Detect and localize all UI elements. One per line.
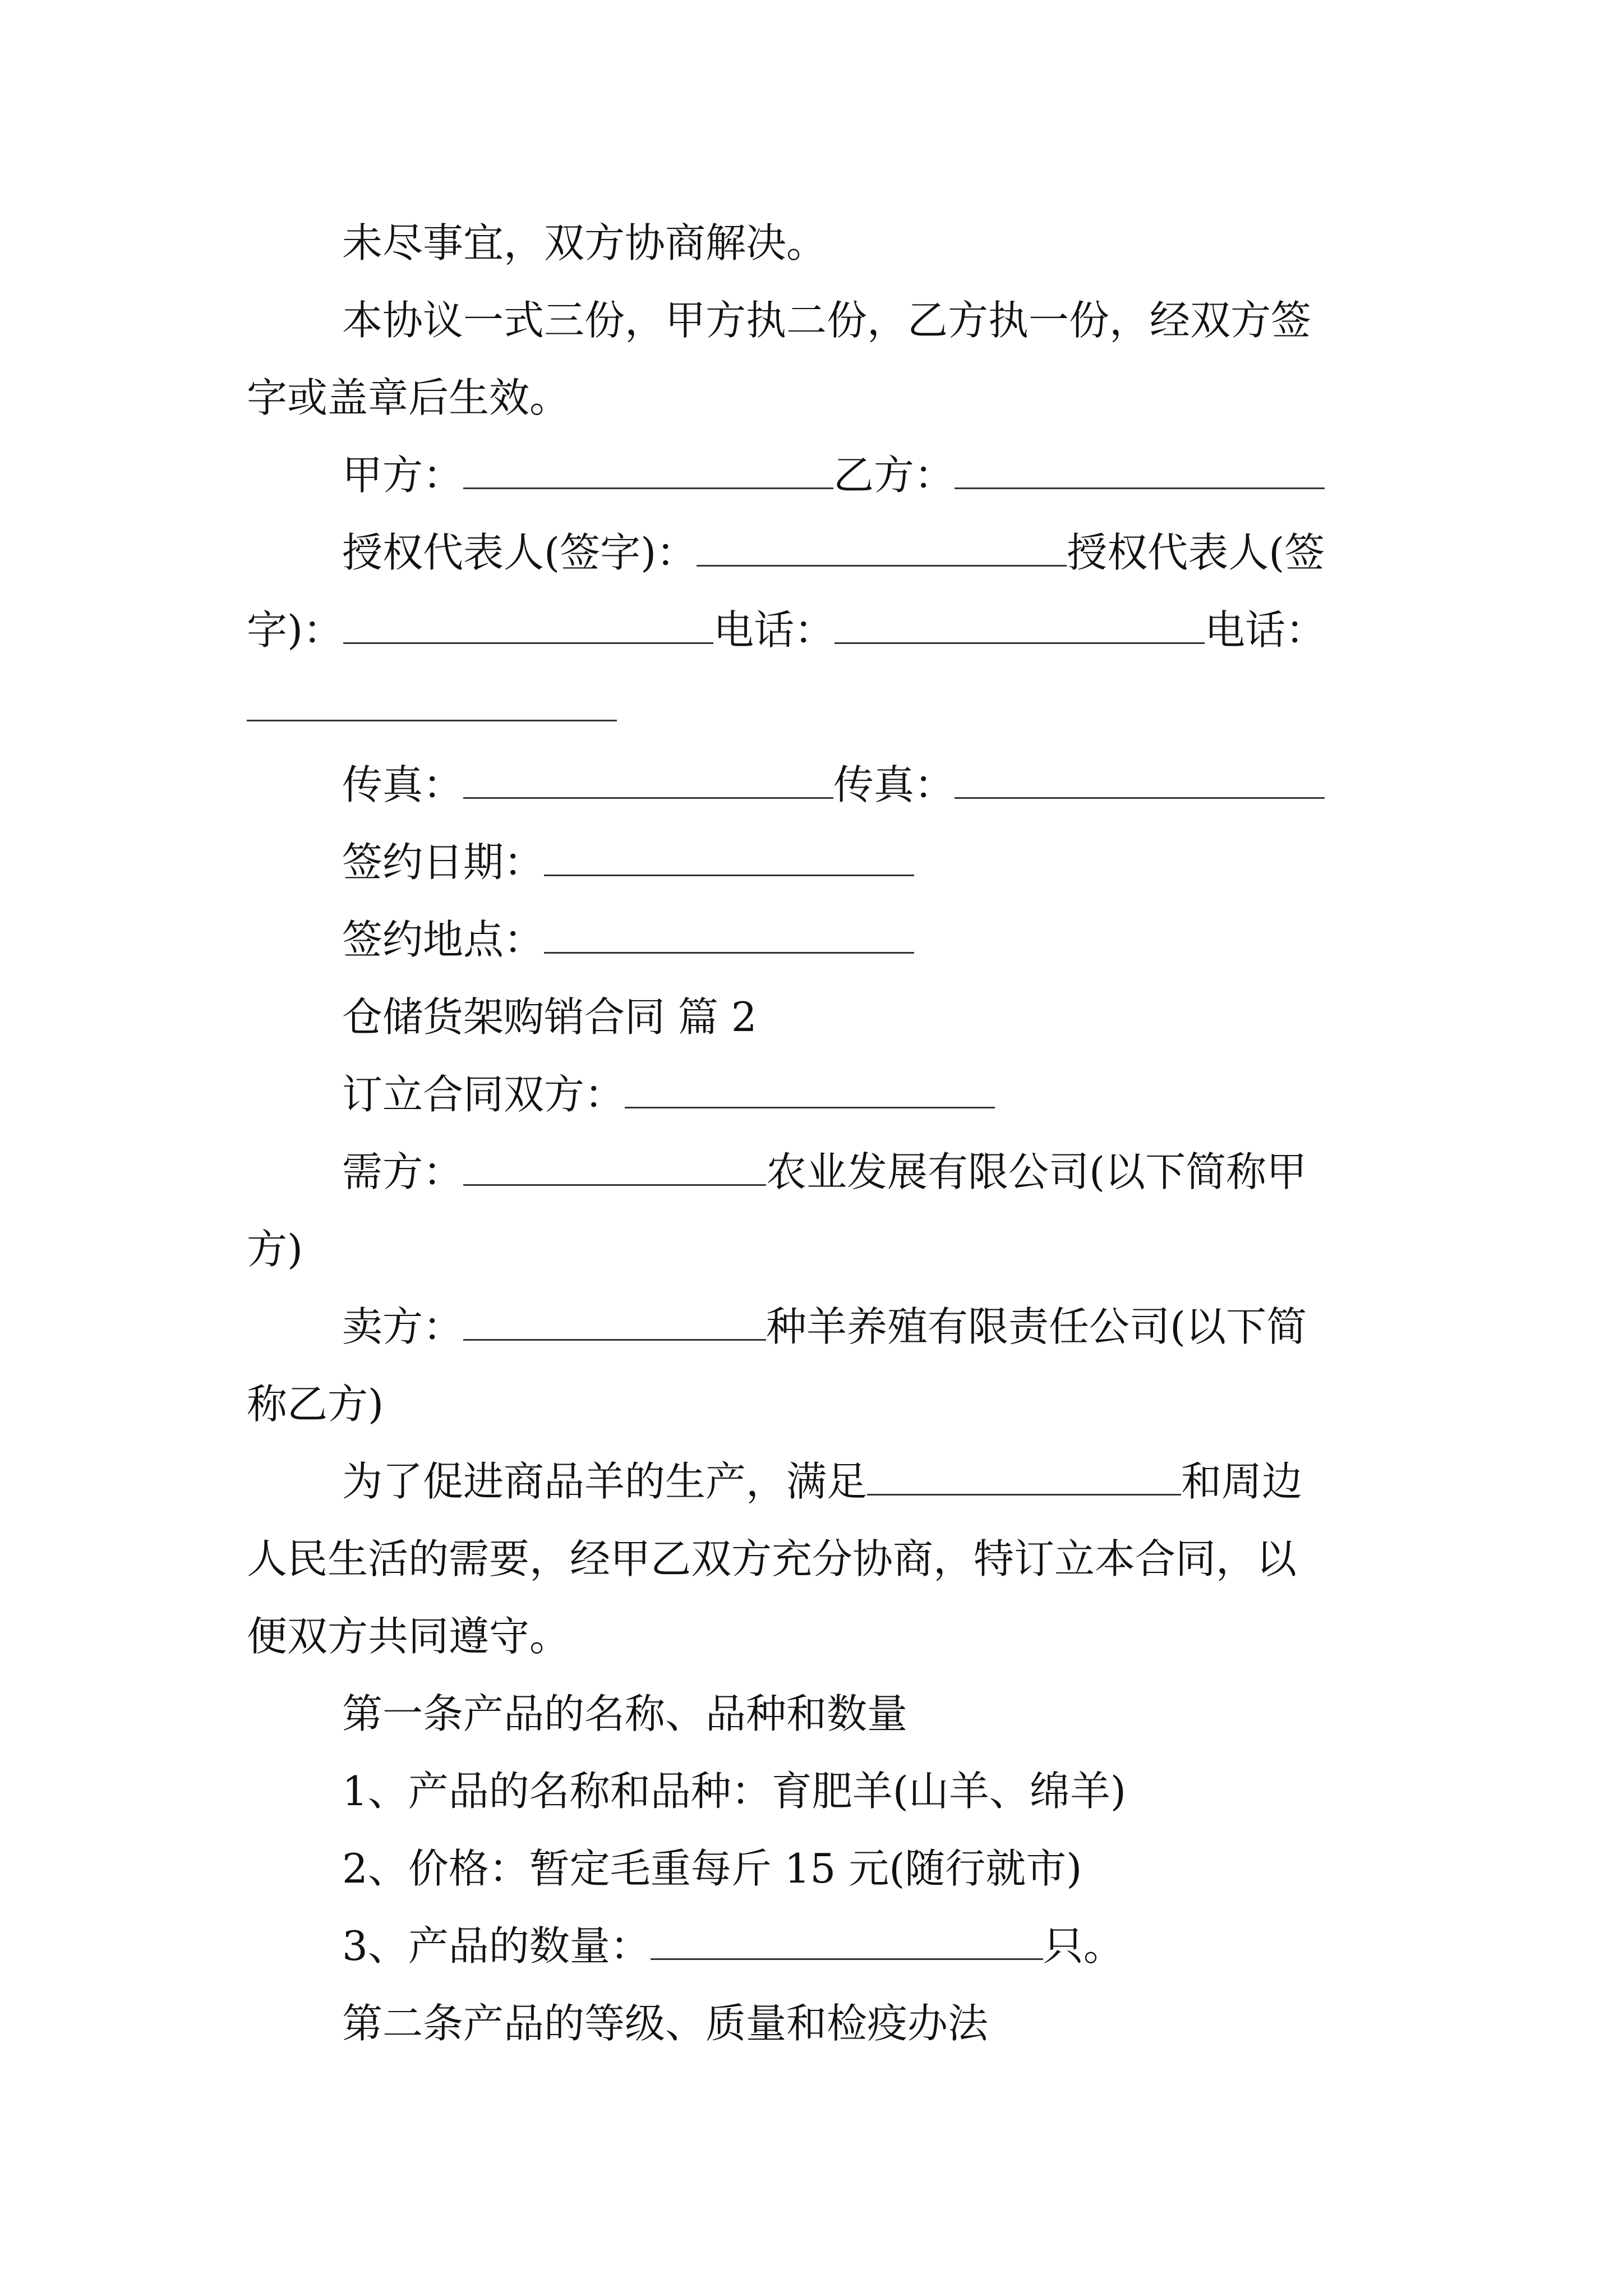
quantity-blank[interactable] (651, 1924, 1043, 1960)
quantity-unit: 只。 (1043, 1922, 1124, 1970)
seller-label: 卖方： (342, 1303, 464, 1350)
text: 本协议一式三份，甲方执二份，乙方执一份，经双方签 (342, 297, 1312, 344)
text: 第二条产品的等级、质量和检疫办法 (342, 2000, 989, 2047)
party-a-label: 甲方： (342, 452, 464, 499)
seller-line-2 (0, 1379, 1623, 1429)
representative-line (0, 527, 1623, 578)
fax-a-blank[interactable] (463, 762, 833, 799)
article-1-item-3 (0, 1921, 1623, 1971)
signature-label-end: 字)： (247, 606, 344, 654)
representative-a-label: 授权代表人(签字)： (342, 529, 697, 576)
fax-a-label: 传真： (342, 761, 464, 808)
paragraph-copies-line-1 (0, 295, 1623, 346)
phone-b-blank[interactable] (247, 685, 617, 721)
text: 第一条产品的名称、品种和数量 (342, 1690, 908, 1737)
article-1-heading (0, 1688, 1623, 1739)
signing-place-blank[interactable] (544, 917, 914, 954)
buyer-label: 需方： (342, 1148, 464, 1195)
signing-date-blank[interactable] (544, 840, 914, 876)
paragraph-copies-line-2 (0, 372, 1623, 423)
contracting-parties-line (0, 1069, 1623, 1120)
text: 字或盖章后生效。 (247, 374, 570, 421)
text: 仓储货架购销合同 篇 2 (342, 993, 757, 1041)
article-1-item-1 (0, 1766, 1623, 1816)
representative-b-blank[interactable] (343, 608, 713, 644)
seller-name: 种羊养殖有限责任公司(以下简 (766, 1303, 1307, 1350)
purpose-line-1 (0, 1456, 1623, 1507)
text: 方) (247, 1226, 303, 1273)
signing-date-label: 签约日期： (342, 839, 545, 886)
representative-a-blank[interactable] (697, 530, 1067, 567)
party-line (0, 450, 1623, 500)
buyer-name: 农业发展有限公司(以下简称甲 (766, 1148, 1307, 1195)
signature-phone-line (0, 605, 1623, 655)
buyer-blank[interactable] (463, 1149, 766, 1186)
section-title (0, 992, 1623, 1042)
seller-blank[interactable] (463, 1304, 766, 1341)
phone-b-line (0, 682, 1623, 733)
text: 1、产品的名称和品种：育肥羊(山羊、绵羊) (342, 1768, 1126, 1815)
text: 人民生活的需要，经甲乙双方充分协商，特订立本合同，以 (247, 1535, 1297, 1582)
purpose-line-2 (0, 1534, 1623, 1584)
text: 未尽事宜，双方协商解决。 (342, 219, 827, 266)
buyer-line-1 (0, 1147, 1623, 1197)
quantity-label: 3、产品的数量： (342, 1922, 651, 1970)
purpose-text-start: 为了促进商品羊的生产，满足 (342, 1458, 868, 1505)
text: 称乙方) (247, 1381, 384, 1428)
contracting-parties-label: 订立合同双方： (342, 1071, 625, 1118)
fax-line (0, 760, 1623, 810)
article-2-heading (0, 1998, 1623, 2049)
paragraph-unresolved-matters (0, 218, 1623, 268)
purpose-text-end: 和周边 (1181, 1458, 1303, 1505)
text: 2、价格：暂定毛重每斤 15 元(随行就市) (342, 1845, 1082, 1892)
purpose-line-3 (0, 1611, 1623, 1662)
representative-b-label: 授权代表人(签 (1067, 529, 1325, 576)
fax-b-label: 传真： (833, 761, 955, 808)
seller-line-1 (0, 1301, 1623, 1352)
contracting-parties-blank[interactable] (625, 1072, 995, 1108)
purpose-blank[interactable] (867, 1459, 1181, 1496)
signing-place-label: 签约地点： (342, 916, 545, 963)
signing-place-line (0, 914, 1623, 965)
text: 便双方共同遵守。 (247, 1613, 570, 1660)
signing-date-line (0, 837, 1623, 887)
article-1-item-2 (0, 1843, 1623, 1894)
party-a-blank[interactable] (463, 453, 833, 489)
phone-a-label: 电话： (713, 606, 835, 654)
buyer-line-2 (0, 1224, 1623, 1274)
phone-a-blank[interactable] (834, 608, 1205, 644)
party-b-blank[interactable] (955, 453, 1325, 489)
party-b-label: 乙方： (833, 452, 955, 499)
phone-b-label: 电话： (1205, 606, 1326, 654)
fax-b-blank[interactable] (955, 762, 1325, 799)
